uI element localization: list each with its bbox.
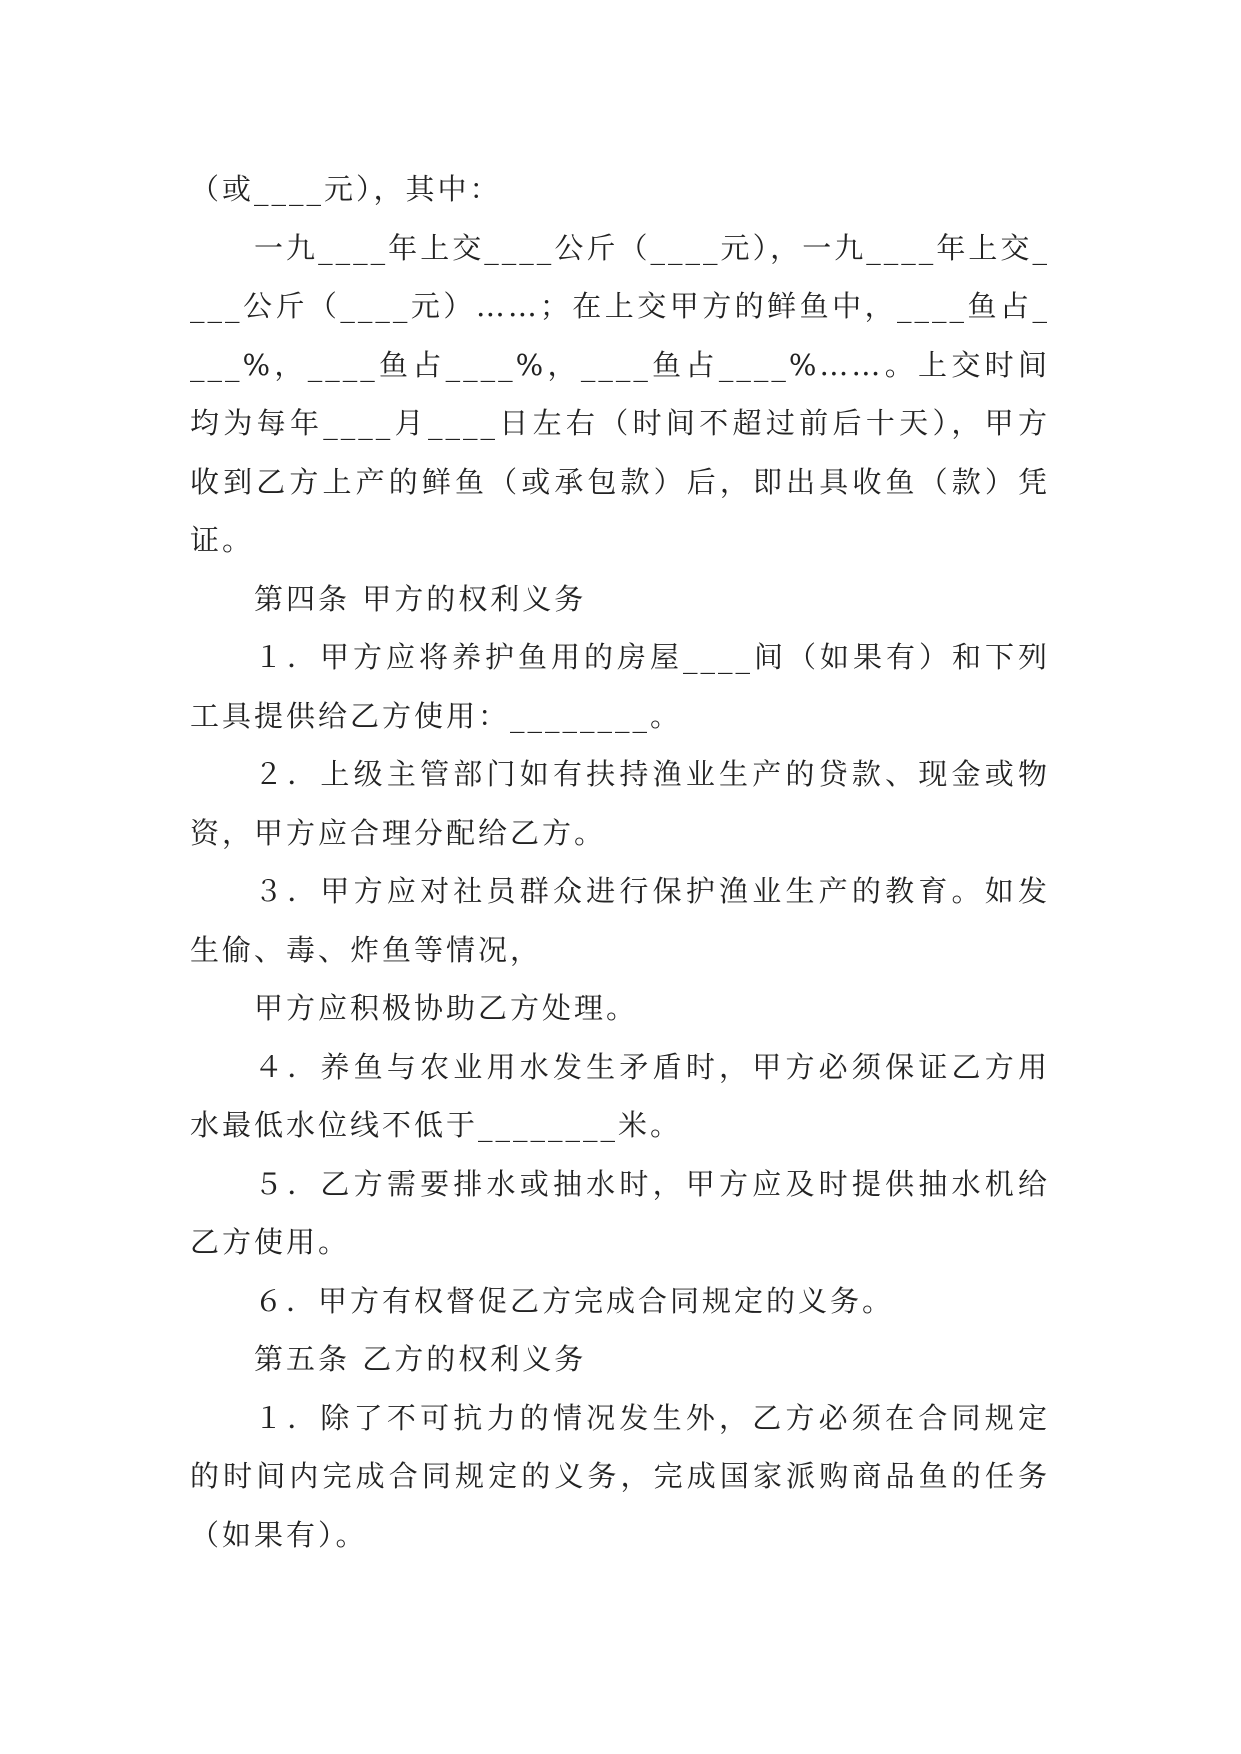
article-4-item-5: ５．乙方需要排水或抽水时，甲方应及时提供抽水机给乙方使用。	[190, 1166, 1050, 1259]
article-4-item-3: ３．甲方应对社员群众进行保护渔业生产的教育。如发生偷、毒、炸鱼等情况，	[190, 874, 1050, 967]
paragraph-payment-alt: （或____元），其中：	[190, 172, 502, 206]
article-4-item-2: ２．上级主管部门如有扶持渔业生产的贷款、现金或物资，甲方应合理分配给乙方。	[190, 757, 1050, 850]
article-5-item-1: １．除了不可抗力的情况发生外，乙方必须在合同规定的时间内完成合同规定的义务，完成国家派购商品鱼的任务（如果有）。	[190, 1400, 1050, 1552]
article-4-item-4: ４．养鱼与农业用水发生矛盾时，甲方必须保证乙方用水最低水位线不低于________米。	[190, 1049, 1050, 1142]
article-4-item-6: ６．甲方有权督促乙方完成合同规定的义务。	[254, 1283, 895, 1318]
article-5-heading: 第五条 乙方的权利义务	[254, 1342, 587, 1376]
article-4-item-3-continued: 甲方应积极协助乙方处理。	[254, 991, 639, 1025]
document-body	[190, 160, 1050, 1564]
article-4-heading: 第四条 甲方的权利义务	[254, 581, 587, 616]
paragraph-delivery-schedule: 一九____年上交____公斤（____元），一九____年上交____公斤（____元）……；在上交甲方的鲜鱼中，____鱼占____%，____鱼占____%，____鱼占____%……。上交时间均为每年____月____日左右（时间不超过前后十天），甲方收到乙方上产的鲜鱼（或承包款）后，即出具收鱼（款）凭证。	[190, 230, 1050, 557]
article-4-item-1: １．甲方应将养护鱼用的房屋____间（如果有）和下列工具提供给乙方使用：________。	[190, 640, 1050, 733]
